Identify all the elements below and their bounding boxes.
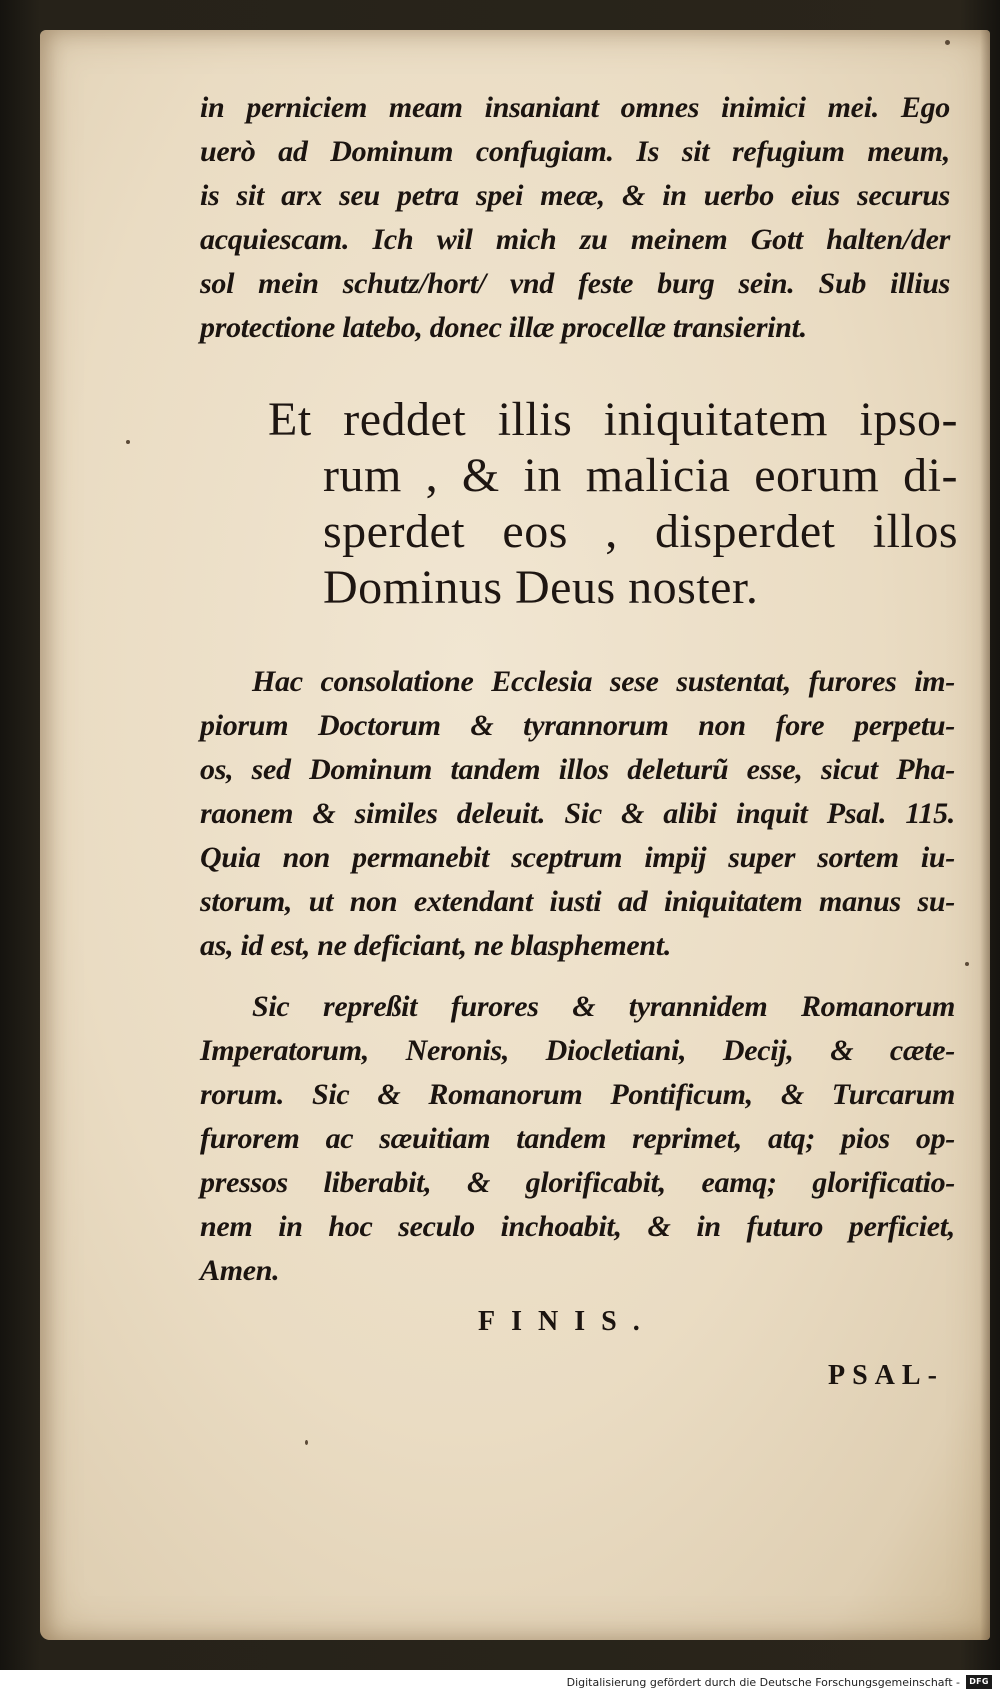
finis-heading: FINIS. (478, 1306, 656, 1337)
verse-line: rum , & in malicia eorum di- (323, 449, 958, 502)
catchword: PSAL- (828, 1360, 944, 1391)
text-line: Sic repreßit furores & tyrannidem Romanorum (252, 990, 955, 1023)
paper-speck (965, 962, 969, 966)
page-edge (980, 30, 990, 1640)
text-line: protectione latebo, donec illæ procellæ transierint. (200, 311, 807, 344)
paragraph-3 (200, 985, 955, 1293)
text-line: storum, ut non extendant iusti ad iniquitatem manus su- (200, 885, 955, 918)
text-line: sol mein schutz/hort/ vnd feste burg sein. Sub illius (200, 267, 950, 300)
verse-line: sperdet eos , disperdet illos (323, 505, 958, 558)
funding-credit: Digitalisierung gefördert durch die Deutsche Forschungsgemeinschaft - (566, 1676, 960, 1689)
verse-line: Dominus Deus noster. (323, 561, 759, 614)
text-line: os, sed Dominum tandem illos deleturũ esse, sicut Pha- (200, 753, 955, 786)
psalm-verse (268, 392, 958, 616)
paragraph-2 (200, 660, 955, 968)
dfg-logo: DFG (966, 1675, 992, 1689)
text-line: raonem & similes deleuit. Sic & alibi inquit Psal. 115. (200, 797, 955, 830)
text-line: rorum. Sic & Romanorum Pontificum, & Turcarum (200, 1078, 955, 1111)
footer-bar (0, 1670, 1000, 1692)
text-line: Amen. (200, 1254, 280, 1287)
text-line: pressos liberabit, & glorificabit, eamq; glorificatio- (200, 1166, 955, 1199)
text-line: Imperatorum, Neronis, Diocletiani, Decij, & cæte- (200, 1034, 955, 1067)
text-line: nem in hoc seculo inchoabit, & in futuro perficiet, (200, 1210, 955, 1243)
text-line: Quia non permanebit sceptrum impij super sortem iu- (200, 841, 955, 874)
text-line: uerò ad Dominum confugiam. Is sit refugium meum, (200, 135, 950, 168)
paper-speck (126, 440, 130, 444)
paragraph-1 (200, 86, 950, 350)
text-line: in perniciem meam insaniant omnes inimici mei. Ego (200, 91, 950, 124)
text-line: is sit arx seu petra spei meæ, & in uerbo eius securus (200, 179, 950, 212)
text-line: Hac consolatione Ecclesia sese sustentat, furores im- (252, 665, 955, 698)
text-line: furorem ac sæuitiam tandem reprimet, atq; pios op- (200, 1122, 955, 1155)
verse-line: Et reddet illis iniquitatem ipso- (268, 393, 958, 446)
paper-speck (945, 40, 950, 45)
text-line: acquiescam. Ich wil mich zu meinem Gott halten/der (200, 223, 950, 256)
paper-speck (305, 1440, 308, 1445)
text-line: piorum Doctorum & tyrannorum non fore perpetu- (200, 709, 955, 742)
text-line: as, id est, ne deficiant, ne blasphement. (200, 929, 672, 962)
